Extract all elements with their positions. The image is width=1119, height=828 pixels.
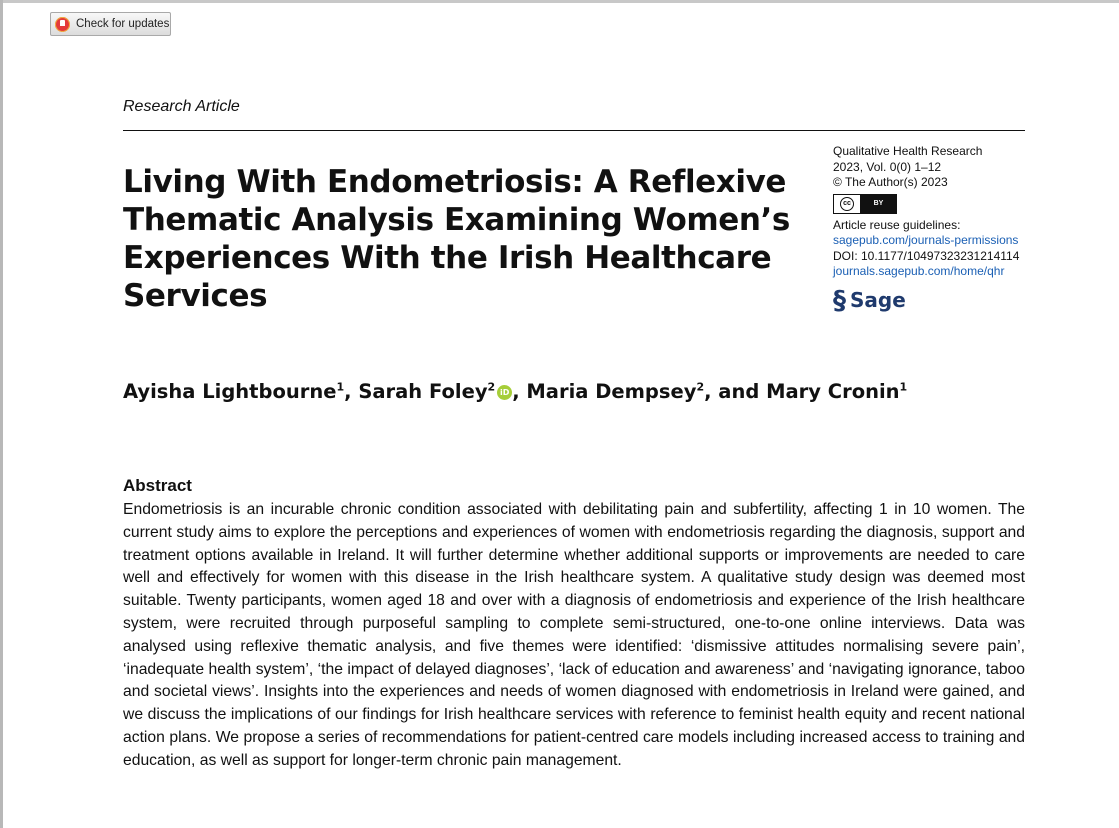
- author-name: Ayisha Lightbourne: [123, 380, 337, 403]
- sage-wordmark: Sage: [850, 287, 906, 312]
- author-name: Maria Dempsey: [526, 380, 697, 403]
- reuse-link[interactable]: sagepub.com/journals-permissions: [833, 233, 1019, 247]
- sage-s-icon: §: [833, 285, 846, 316]
- author-name: Sarah Foley: [358, 380, 488, 403]
- author-separator: ,: [344, 380, 359, 403]
- by-icon: BY: [861, 195, 896, 213]
- author-separator: , and: [704, 380, 767, 403]
- author-affiliation: 2: [696, 380, 705, 394]
- orcid-icon[interactable]: iD: [497, 385, 512, 400]
- header-divider: [123, 130, 1025, 131]
- crossmark-icon: [55, 17, 70, 32]
- author-affiliation: 1: [336, 380, 345, 394]
- article-title: Living With Endometriosis: A Reflexive Thematic Analysis Examining Women’s Experiences With the Irish Healthcare Services: [123, 164, 790, 314]
- volume-info: 2023, Vol. 0(0) 1–12: [833, 159, 942, 174]
- copyright: © The Author(s) 2023: [833, 175, 948, 189]
- reuse-label: Article reuse guidelines:: [833, 217, 961, 232]
- cc-by-license-badge[interactable]: [833, 194, 897, 214]
- author-name: Mary Cronin: [766, 380, 900, 403]
- abstract-heading: Abstract: [123, 476, 192, 495]
- author-affiliation: 1: [899, 380, 908, 394]
- check-for-updates-button[interactable]: [50, 12, 171, 36]
- doi: DOI: 10.1177/10497323231214114: [833, 248, 1020, 263]
- journal-meta: [833, 144, 1033, 314]
- author-affiliation: 2: [487, 380, 496, 394]
- abstract-text: Endometriosis is an incurable chronic condition associated with debilitating pain and subfertility, affecting 1 in 10 women. The current study aims to explore the perceptions and experiences of women with endometriosis regarding the diagnosis, support and treatment options available in Ireland. It will further determine whether additional supports or improvements are needed to care well and effectively for women with this disease in the Irish healthcare system. A qualitative study design was deemed most suitable. Twenty participants, women aged 18 and over with a diagnosis of endometriosis and experience of the Irish healthcare system, were recruited through purposeful sampling to complete semi-structured, one-to-one online interviews. Data was analysed using reflexive thematic analysis, and five themes were identified: ‘dismissive attitudes normalising severe pain’, ‘inadequate health system’, ‘the impact of delayed diagnoses’, ‘lack of education and awareness’ and ‘navigating ignorance, taboo and societal views’. Insights into the experiences and needs of women diagnosed with endometriosis in Ireland were gained, and we discuss the implications of our findings for Irish healthcare services with reference to feminist health equity and recent national action plans. We propose a series of recommendations for patient-centred care models including increased access to training and education, as well as support for longer-term chronic pain management.: [123, 501, 1025, 769]
- journal-name: Qualitative Health Research: [833, 144, 983, 158]
- viewer-top-border: [0, 0, 1119, 3]
- check-for-updates-label: Check for updates: [76, 18, 170, 30]
- article-type: Research Article: [123, 98, 240, 115]
- author-separator: ,: [512, 380, 527, 403]
- author-list: [123, 380, 907, 403]
- journal-link[interactable]: journals.sagepub.com/home/qhr: [833, 264, 1005, 278]
- cc-icon: cc: [834, 195, 861, 213]
- sage-logo: [833, 285, 1033, 316]
- viewer-left-border: [0, 0, 3, 828]
